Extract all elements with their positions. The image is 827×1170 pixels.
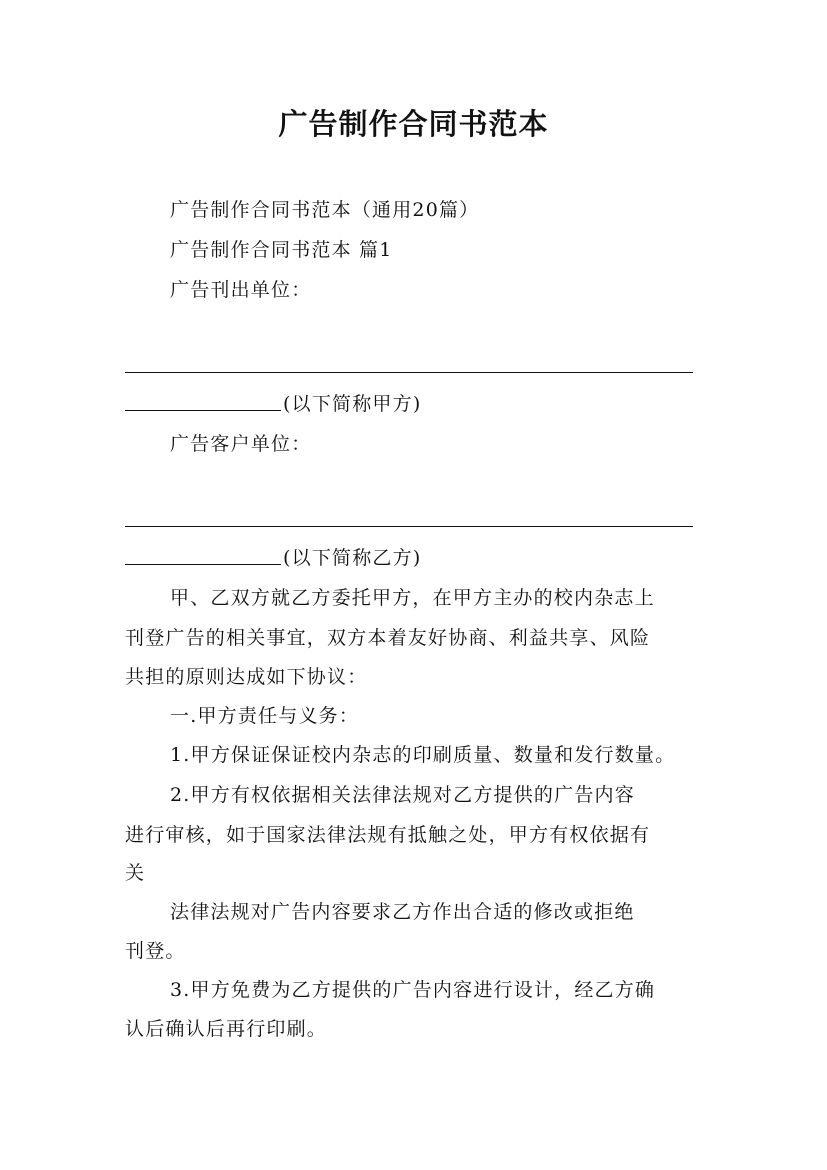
client-blank-line — [125, 526, 693, 527]
client-short-blank — [125, 546, 281, 565]
publisher-suffix: (以下简称甲方) — [283, 393, 422, 415]
item2-line5: 刊登。 — [125, 940, 186, 962]
item2-line4: 法律法规对广告内容要求乙方作出合适的修改或拒绝 — [170, 901, 635, 923]
section1-heading: 一.甲方责任与义务： — [170, 705, 360, 727]
publisher-name-line — [125, 392, 715, 416]
item3-line1: 3.甲方免费为乙方提供的广告内容进行设计，经乙方确 — [170, 979, 656, 1001]
client-label: 广告客户单位： — [170, 433, 312, 455]
paragraph1-line2: 刊登广告的相关事宜，双方本着友好协商、利益共享、风险 — [125, 627, 651, 649]
client-name-line — [125, 546, 715, 570]
item3-line2: 认后确认后再行印刷。 — [125, 1018, 328, 1040]
item2-line1: 2.甲方有权依据相关法律法规对乙方提供的广告内容 — [170, 784, 635, 806]
client-suffix: (以下简称乙方) — [283, 547, 422, 569]
paragraph1-line1: 甲、乙双方就乙方委托甲方，在甲方主办的校内杂志上 — [170, 587, 655, 609]
publisher-label: 广告刊出单位： — [170, 279, 312, 301]
item2-line2: 进行审核，如于国家法律法规有抵触之处，甲方有权依据有 — [125, 824, 651, 846]
item2-line3: 关 — [125, 862, 146, 884]
publisher-blank-line — [125, 372, 693, 373]
document-subtitle: 广告制作合同书范本（通用20篇） — [170, 199, 480, 221]
section-title: 广告制作合同书范本 篇1 — [170, 239, 393, 261]
document-title: 广告制作合同书范本 — [278, 107, 549, 141]
paragraph1-line3: 共担的原则达成如下协议： — [125, 666, 368, 688]
item1: 1.甲方保证保证校内杂志的印刷质量、数量和发行数量。 — [170, 744, 676, 766]
publisher-short-blank — [125, 392, 281, 411]
